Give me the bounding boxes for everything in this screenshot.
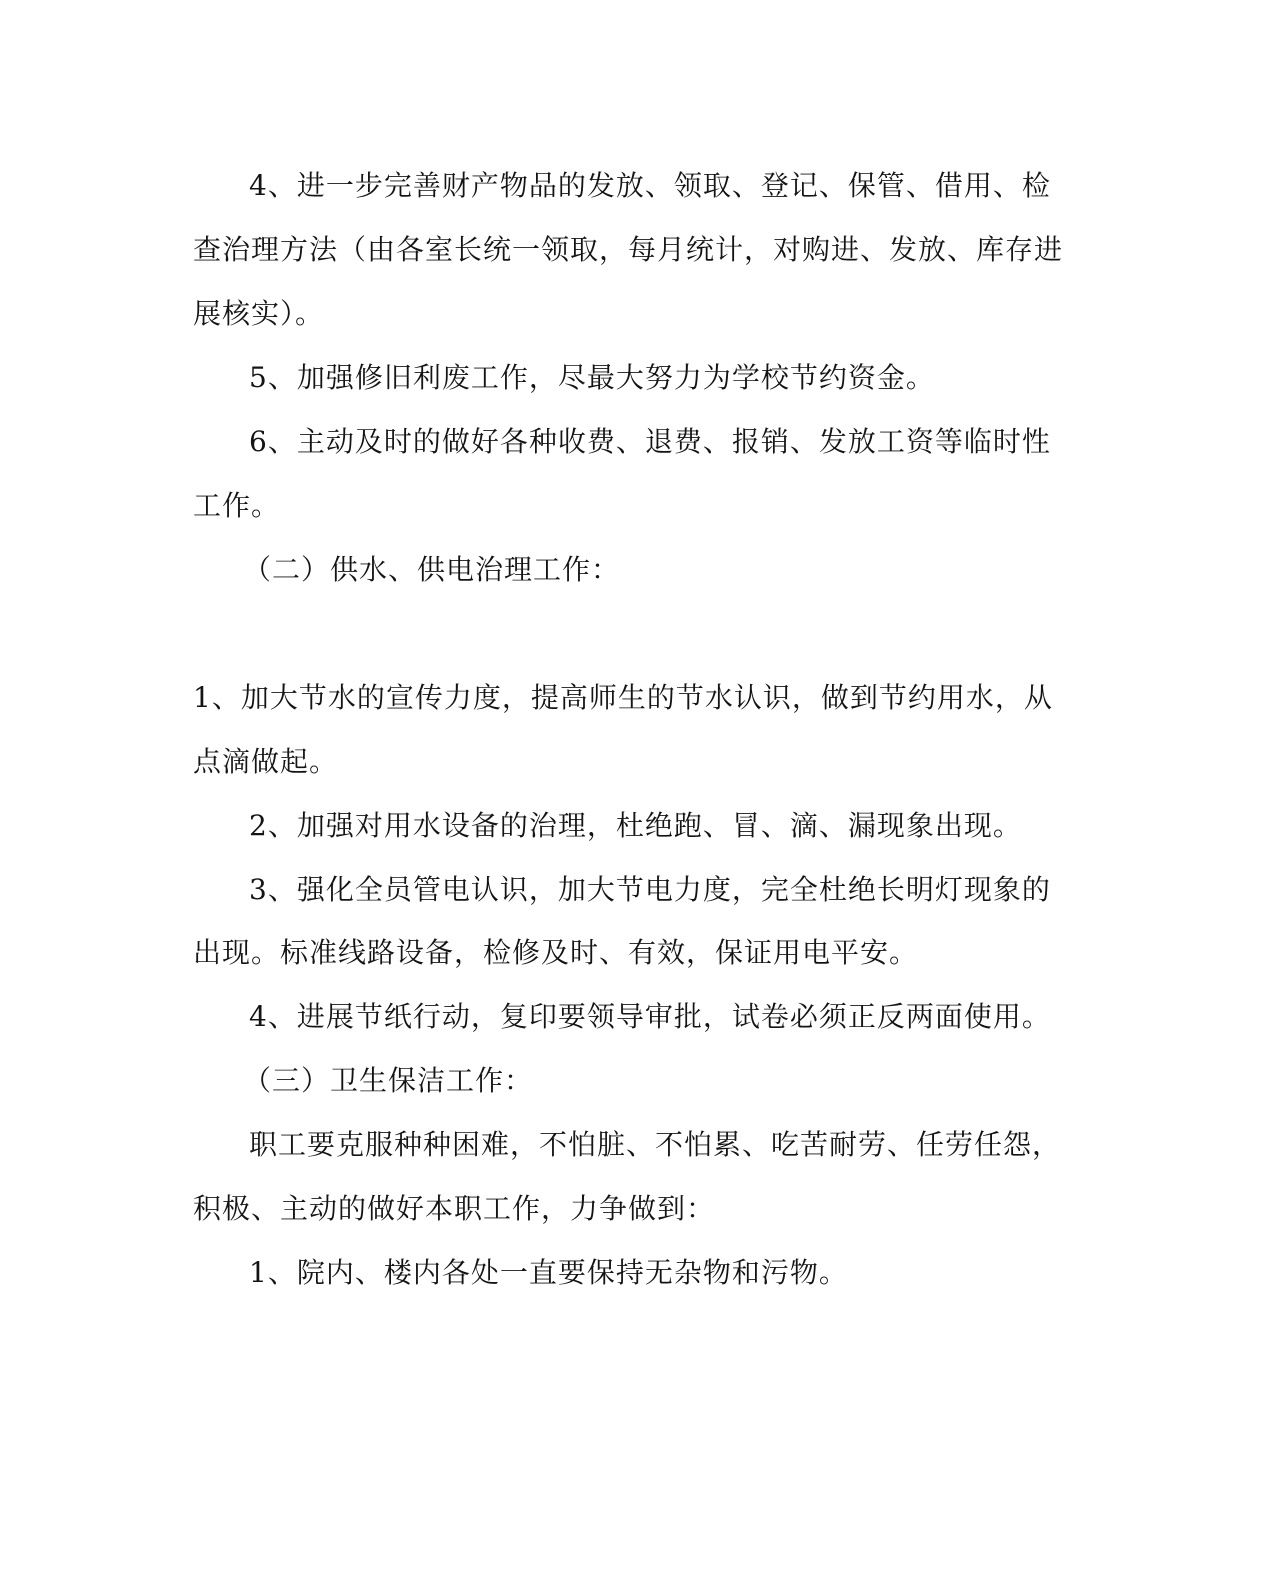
paragraph-line: 3、强化全员管电认识，加大节电力度，完全杜绝长明灯现象的 [249,873,1051,906]
paragraph-line: 点滴做起。 [193,745,339,778]
paragraph-line: 6、主动及时的做好各种收费、退费、报销、发放工资等临时性 [249,425,1051,458]
section-heading: （三）卫生保洁工作： [243,1064,534,1097]
paragraph-line: 出现。标准线路设备，检修及时、有效，保证用电平安。 [193,936,919,969]
paragraph-line: 2、加强对用水设备的治理，杜绝跑、冒、滴、漏现象出现。 [249,809,1022,842]
paragraph-line: 职工要克服种种困难，不怕脏、不怕累、吃苦耐劳、任劳任怨， [249,1128,1062,1161]
paragraph-line: 积极、主动的做好本职工作，力争做到： [193,1192,716,1225]
paragraph-line: 查治理方法（由各室长统一领取，每月统计，对购进、发放、库存进 [193,233,1064,266]
paragraph-line: 4、进一步完善财产物品的发放、领取、登记、保管、借用、检 [249,169,1051,202]
paragraph-line: 1、加大节水的宣传力度，提高师生的节水认识，做到节约用水，从 [193,681,1053,714]
section-heading: （二）供水、供电治理工作： [243,553,621,586]
paragraph-line: 展核实）。 [193,297,325,330]
paragraph-line: 1、院内、楼内各处一直要保持无杂物和污物。 [249,1256,848,1289]
paragraph-line: 5、加强修旧利废工作，尽最大努力为学校节约资金。 [249,361,935,394]
paragraph-line: 4、进展节纸行动，复印要领导审批，试卷必须正反两面使用。 [249,1000,1051,1033]
paragraph-line: 工作。 [193,489,281,522]
